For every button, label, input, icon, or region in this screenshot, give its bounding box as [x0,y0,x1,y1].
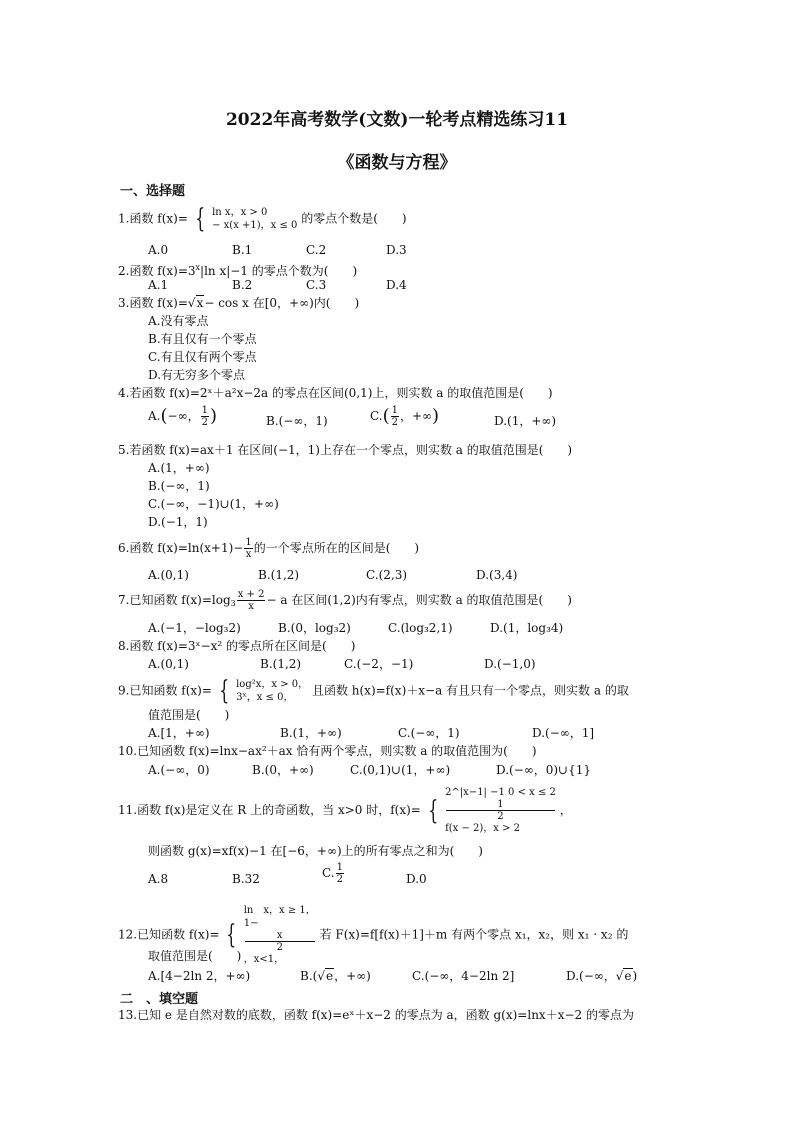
q5-option-b: B.(−∞，1) [148,479,210,493]
q6-fraction: $\frac{1}{x}$ [245,537,252,560]
q4-option-c-label: C. [370,409,383,423]
q9-suffix: 且函数 h(x)=f(x)＋x−a 有且只有一个零点，则实数 a 的取 [311,683,629,698]
q1-option-d: D.3 [386,243,407,257]
q10-option-d: D.(−∞，0)∪{1} [496,763,592,777]
q10-option-c: C.(0,1)∪(1，+∞) [350,763,451,777]
q3-option-b: B.有且仅有一个零点 [148,332,257,346]
q1-prefix: 1.函数 f(x)= [118,211,188,226]
q8-option-b: B.(1,2) [260,657,302,671]
brace-icon: { [226,920,237,950]
q1-option-c: C.2 [306,243,327,257]
brace-icon: { [427,795,438,826]
q3-prefix: 3.函数 f(x)= [118,296,188,310]
q9-prefix: 9.已知函数 f(x)= [118,683,212,698]
q12-continuation: 取值范围是( ) [148,949,242,963]
question-5: 5.若函数 f(x)=ax＋1 在区间(−1，1)上存在一个零点，则实数 a 的取值范围是( ) [118,443,573,457]
q11-piecewise [445,786,556,835]
q9-continuation: 值范围是( ) [148,708,230,722]
q9-option-d: D.(−∞，1] [532,726,595,740]
q11-option-a: A.8 [148,872,169,886]
question-1 [118,206,407,232]
q11-option-d: D.0 [406,872,427,886]
q2-option-a: A.1 [148,278,169,292]
question-13: 13.已知 e 是自然对数的底数，函数 f(x)=eˣ＋x−2 的零点为 a，函数 g(x)=lnx＋x−2 的零点为 [118,1008,634,1022]
q1-option-a: A.0 [148,243,169,257]
q4-option-c-text: ，+∞ [399,409,433,423]
q9-piece-2: 3ˣ，x ≤ 0， [236,692,294,703]
q11-option-b: B.32 [232,872,260,886]
q11-continuation: 则函数 g(x)=xf(x)−1 在[−6，+∞)上的所有零点之和为( ) [148,844,483,858]
q11-option-c-fraction: $\frac{1}{2}$ [336,862,343,885]
q10-option-b: B.(0，+∞) [252,763,314,777]
question-6 [118,537,419,560]
q11-option-c [322,862,345,885]
q9-piece-1: log²x，x > 0， [236,679,309,690]
q8-option-c: C.(−2，−1) [344,657,414,671]
brace-icon: { [219,676,229,706]
q12-option-b: B.(√e，+∞) [300,969,371,983]
q1-suffix: 的零点个数是( ) [301,211,407,226]
question-3: 3.函数 f(x)=√x− cos x 在[0，+∞)内( ) [118,296,360,310]
q4-option-b: B.(−∞，1) [266,414,328,428]
page-title: 2022年高考数学(文数)一轮考点精选练习11 [225,110,569,130]
q2-exponent: x [195,263,201,272]
question-11 [118,786,572,835]
q5-option-c: C.(−∞，−1)∪(1，+∞) [148,497,279,511]
q11-piece-2: 1 2 f(x − 2)，x > 2 [445,799,556,835]
q6-option-c: C.(2,3) [366,568,408,582]
q3-suffix: − cos x 在[0，+∞)内( ) [204,296,360,310]
q6-option-d: D.(3,4) [476,568,518,582]
q12-prefix: 12.已知函数 f(x)= [118,927,220,942]
q4-option-a-fraction: $\frac{1}{2}$ [201,405,208,428]
q2-option-b: B.2 [232,278,253,292]
q7-fraction: $\frac{x + 2}{x}$ [237,589,265,612]
question-7 [118,589,572,612]
q4-option-c-fraction: $\frac{1}{2}$ [391,405,398,428]
q2-prefix: 2.函数 f(x)=3 [118,264,196,278]
q7-option-a: A.(−1，−log₃2) [148,621,241,635]
q6-option-b: B.(1,2) [258,568,300,582]
q1-option-b: B.1 [232,243,253,257]
section-heading-fill: 二 、填空题 [120,992,199,1007]
q7-prefix: 7.已知函数 f(x)=log [118,593,231,607]
brace-icon: { [195,204,205,234]
q5-option-a: A.(1，+∞) [148,461,210,475]
q7-option-d: D.(1，log₃4) [490,621,564,635]
q4-option-c: C.( $\frac{1}{2}$ ，+∞) [370,405,440,428]
q6-prefix: 6.函数 f(x)=ln(x+1)− [118,541,244,555]
q7-option-b: B.(0，log₃2) [278,621,351,635]
page-subtitle: 《函数与方程》 [337,153,457,173]
q11-option-c-label: C. [322,866,335,880]
q12-piece-1: ln x，x ≥ 1， [243,905,316,916]
q1-piece-2: − x(x +1)，x ≤ 0 [212,220,298,231]
q4-option-d: D.(1，+∞) [494,414,557,428]
question-4: 4.若函数 f(x)=2ˣ＋a²x−2a 的零点在区间(0,1)上，则实数 a 的取值范围是( ) [118,386,553,400]
q6-option-a: A.(0,1) [148,568,189,582]
q4-option-a: A.(−∞， $\frac{1}{2}$ ) [148,405,217,428]
q12-option-d: D.(−∞，√e) [566,969,638,983]
q3-radicand: x [196,296,204,310]
q11-suffix: ， [559,803,572,817]
q11-piece-1: 2^|x−1| −1 0 < x ≤ 2 [445,787,556,798]
q12-option-a: A.[4−2ln 2，+∞) [148,969,251,983]
question-8: 8.函数 f(x)=3ˣ−x² 的零点所在区间是( ) [118,639,356,653]
q7-option-c: C.(log₃2,1) [388,621,453,635]
q3-option-a: A.没有零点 [148,314,209,328]
q6-suffix: 的一个零点所在的区间是( ) [253,541,420,555]
q10-option-a: A.(−∞，0) [148,763,210,777]
q9-piecewise [236,678,308,704]
q9-option-a: A.[1，+∞) [148,726,210,740]
q3-option-d: D.有无穷多个零点 [148,368,246,382]
q12-option-c: C.(−∞，4−2ln 2] [412,969,515,983]
q7-suffix: − a 在区间(1,2)内有零点，则实数 a 的取值范围是( ) [266,593,572,607]
q2-suffix: |ln x|−1 的零点个数为( ) [200,264,358,278]
q7-log-base: 3 [230,599,236,608]
question-9 [118,678,629,704]
q1-piecewise [212,206,297,232]
q5-option-d: D.(−1，1) [148,515,208,529]
q2-option-c: C.3 [306,278,327,292]
q3-option-c: C.有且仅有两个零点 [148,350,257,364]
q4-option-a-text: −∞， [167,409,200,423]
q1-piece-1: ln x，x > 0 [212,207,268,218]
q12-piecewise [244,904,316,966]
q9-option-c: C.(−∞，1) [398,726,460,740]
q2-option-d: D.4 [386,278,407,292]
question-10: 10.已知函数 f(x)=lnx−ax²＋ax 恰有两个零点，则实数 a 的取值范围为( ) [118,744,537,758]
q9-option-b: B.(1，+∞) [280,726,342,740]
q8-option-d: D.(−1,0) [484,657,536,671]
q12-suffix: 若 F(x)=f[f(x)＋1]＋m 有两个零点 x₁，x₂，则 x₁ · x₂ 的 [319,927,629,942]
q8-option-a: A.(0,1) [148,657,189,671]
q11-prefix: 11.函数 f(x)是定义在 R 上的奇函数，当 x>0 时，f(x)= [118,803,421,817]
section-heading-choice: 一、选择题 [120,184,186,199]
q12-piece-2: 1− x 2 ，x<1， [244,917,316,966]
q4-option-a-label: A. [148,409,161,423]
